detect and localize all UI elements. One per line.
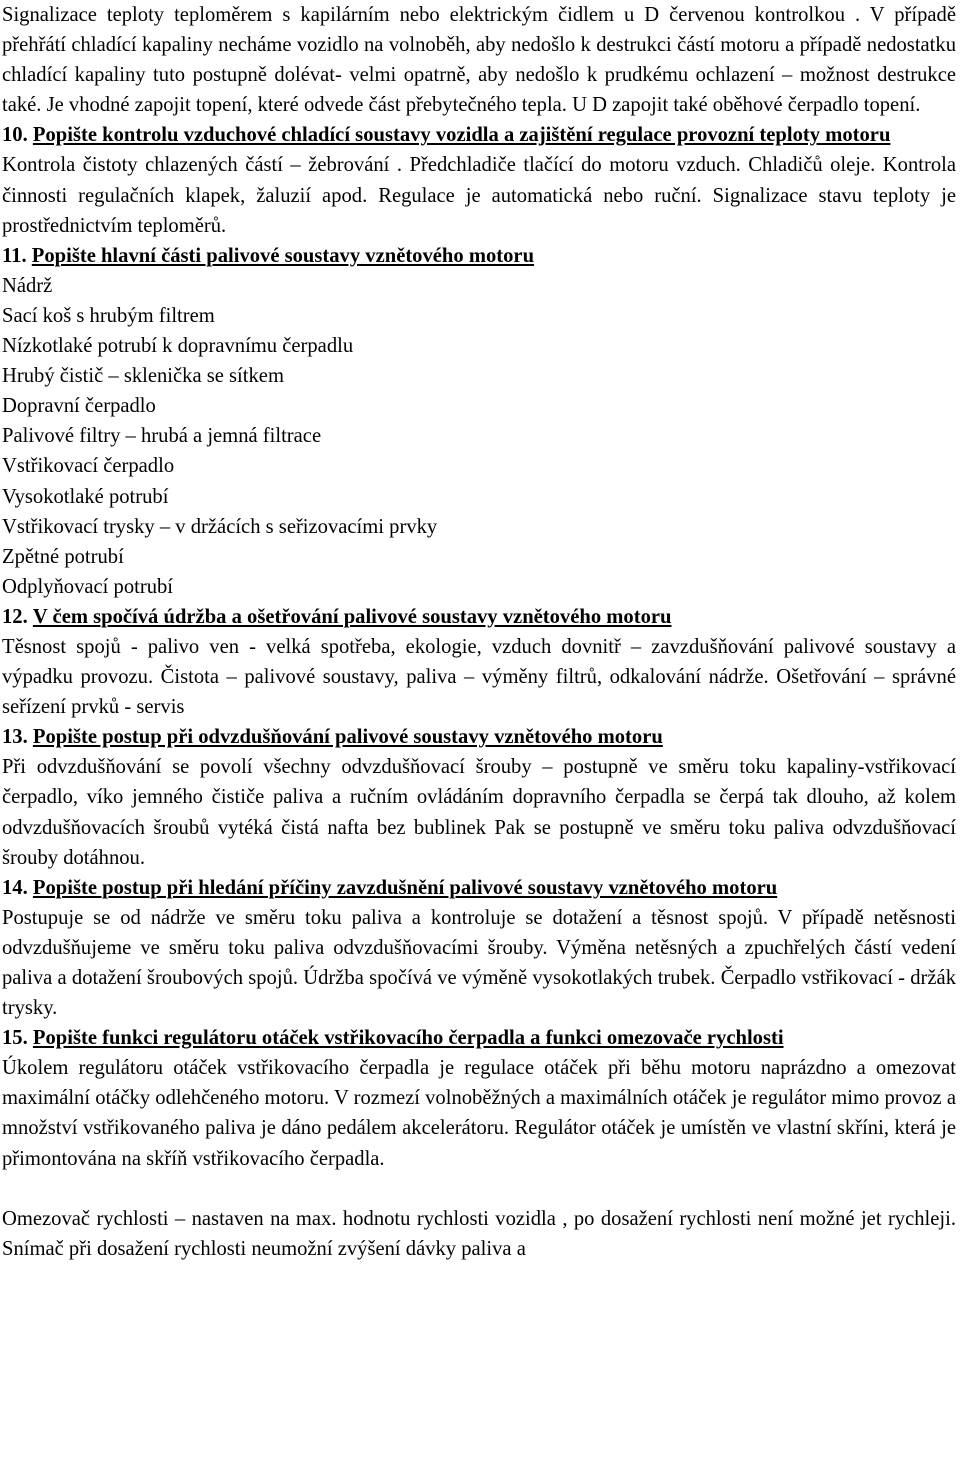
question-11-number: 11. [2,244,27,267]
answer-13: Při odvzdušňování se povolí všechny odvzdušňovací šrouby – postupně ve směru toku kapaliny-vstřikovací čerpadlo, víko jemného čističe paliva a ručním ovládáním dopravního čerpadla se čerpá tak dlouho, až kolem odvzdušňovacích šroubů vytéká čistá nafta bez bublinek Pak se postupně ve směru toku paliva odvzdušňovací šrouby dotáhnou. [2,756,956,869]
question-11-title: Popište hlavní části palivové soustavy vznětového motoru [31,244,535,267]
question-15-number: 15. [2,1027,28,1050]
question-10-title: Popište kontrolu vzduchové chladící soustavy vozidla a zajištění regulace provozní teploty motoru [32,124,891,147]
paragraph-gap [2,1174,956,1204]
answer-14: Postupuje se od nádrže ve směru toku paliva a kontroluje se dotažení a těsnost spojů. V případě netěsnosti odvzdušňujeme ve směru toku paliva odvzdušňovacími šrouby. Výměna netěsných a zpuchřelých částí vedení paliva a dotažení šroubových spojů. Údržba spočívá ve výměně vysokotlakých trubek. Čerpadlo vstřikovací - držák trysky. [2,906,956,1020]
question-14 [2,873,956,903]
question-12-number: 12. [2,605,28,628]
answer-10: Kontrola čistoty chlazených částí – žebrování . Předchladiče tlačící do motoru vzduch. Chladičů oleje. Kontrola činnosti regulačních klapek, žaluzií apod. Regulace je automatická nebo ruční. Signalizace stavu teploty je prostřednictvím teploměrů. [2,154,956,237]
question-11 [2,241,956,271]
question-15-title: Popište funkci regulátoru otáček vstřikovacího čerpadla a funkci omezovače rychlosti [32,1027,784,1050]
list-item: Hrubý čistič – sklenička se sítkem [2,365,284,388]
question-14-title: Popište postup při hledání příčiny zavzdušnění palivové soustavy vznětového motoru [32,876,778,899]
list-item: Nízkotlaké potrubí k dopravnímu čerpadlu [2,335,354,358]
question-13-number: 13. [2,726,28,749]
question-13-title: Popište postup při odvzdušňování palivové soustavy vznětového motoru [32,726,663,749]
list-item: Vstřikovací čerpadlo [2,455,175,478]
list-item: Vysokotlaké potrubí [2,485,169,508]
answer-15-speed-limiter: Omezovač rychlosti – nastaven na max. hodnotu rychlosti vozidla , po dosažení rychlosti není možné jet rychleji. Snímač při dosažení rychlosti neumožní zvýšení dávky paliva a [2,1207,956,1260]
question-15 [2,1023,956,1053]
question-10-number: 10. [2,124,28,147]
answer-15: Úkolem regulátoru otáček vstřikovacího čerpadla je regulace otáček při běhu motoru naprázdno a omezovat maximální otáčky odlehčeného motoru. V rozmezí volnoběžných a maximálních otáček je regulátor mimo provoz a množství vstřikovaného paliva je dáno pedálem akcelerátoru. Regulátor otáček je umístěn ve vlastní skříni, která je přimontována na skříň vstřikovacího čerpadla. [2,1057,956,1170]
question-14-number: 14. [2,876,28,899]
intro-paragraph: Signalizace teploty teploměrem s kapilárním nebo elektrickým čidlem u D červenou kontrolkou . V případě přehřátí chladící kapaliny necháme vozidlo na volnoběh, aby nedošlo k destrukci částí motoru a případě nedostatku chladící kapaliny tuto postupně dolévat- velmi opatrně, aby nedošlo k prudkému ochlazení – možnost destrukce také. Je vhodné zapojit topení, které odvede část přebytečného tepla. U D zapojit také oběhové čerpadlo topení. [2,4,956,117]
list-item: Odplyňovací potrubí [2,575,174,598]
question-12-title: V čem spočívá údržba a ošetřování palivové soustavy vznětového motoru [32,605,672,628]
list-item: Palivové filtry – hrubá a jemná filtrace [2,425,322,448]
question-13 [2,722,956,752]
list-item: Dopravní čerpadlo [2,395,156,418]
list-item: Zpětné potrubí [2,545,124,568]
question-10 [2,120,956,150]
list-item: Vstřikovací trysky – v držácích s seřizovacími prvky [2,515,438,538]
answer-12: Těsnost spojů - palivo ven - velká spotřeba, ekologie, vzduch dovnitř – zavzdušňování palivové soustavy a výpadku provozu. Čistota – palivové soustavy, paliva – výměny filtrů, odkalování nádrže. Ošetřování – správné seřízení prvků - servis [2,635,956,719]
answer-11-list [2,271,956,602]
list-item: Sací koš s hrubým filtrem [2,304,215,327]
list-item: Nádrž [2,274,53,297]
question-12 [2,602,956,632]
